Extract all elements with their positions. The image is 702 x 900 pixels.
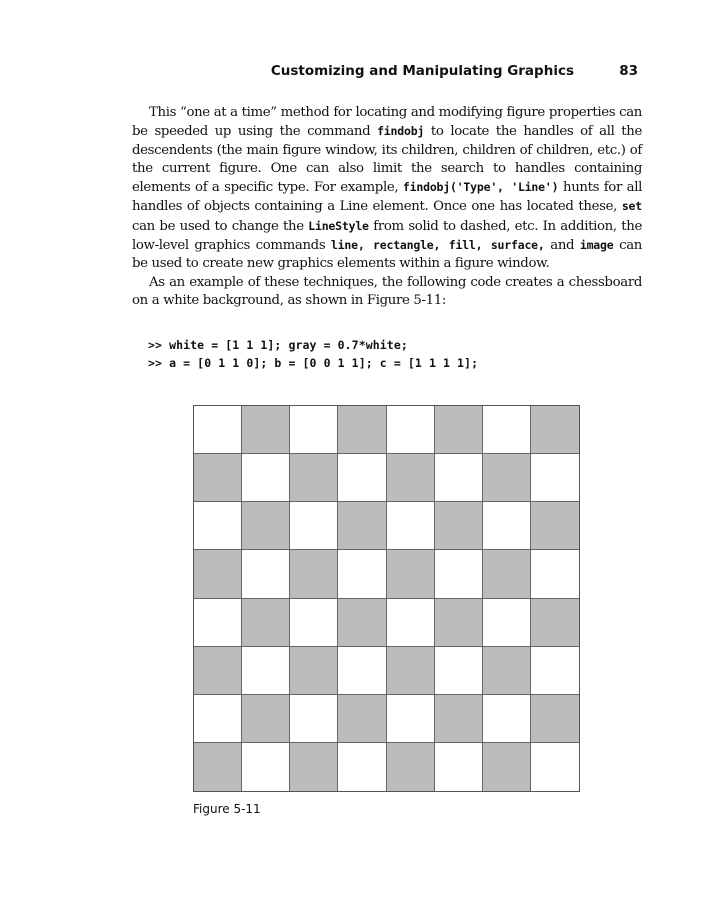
gray-square: [531, 599, 579, 647]
white-square: [435, 454, 483, 502]
white-square: [387, 599, 435, 647]
gray-square: [483, 454, 531, 502]
text-run: can be used to create new graphics elements within a figure window.: [132, 238, 642, 272]
gray-square: [531, 695, 579, 743]
figure-caption: Figure 5-11: [193, 802, 261, 816]
white-square: [194, 406, 242, 454]
white-square: [194, 695, 242, 743]
white-square: [194, 599, 242, 647]
gray-square: [387, 647, 435, 695]
gray-square: [483, 647, 531, 695]
white-square: [290, 599, 338, 647]
gray-square: [290, 647, 338, 695]
white-square: [387, 406, 435, 454]
code-findobj: findobj: [377, 124, 425, 139]
gray-square: [194, 550, 242, 598]
paragraph-2: As an example of these techniques, the following code creates a chessboard on a white background, as shown in Figure 5-11:: [132, 274, 642, 308]
gray-square: [387, 454, 435, 502]
white-square: [338, 550, 386, 598]
white-square: [338, 647, 386, 695]
white-square: [531, 550, 579, 598]
white-square: [387, 695, 435, 743]
white-square: [290, 502, 338, 550]
white-square: [435, 647, 483, 695]
gray-square: [531, 406, 579, 454]
white-square: [242, 550, 290, 598]
white-square: [483, 695, 531, 743]
code-image: image: [579, 238, 614, 253]
code-set: set: [621, 199, 642, 214]
white-square: [483, 599, 531, 647]
text-run: can be used to change the: [132, 218, 309, 234]
gray-square: [338, 695, 386, 743]
gray-square: [194, 743, 242, 791]
white-square: [531, 647, 579, 695]
white-square: [531, 454, 579, 502]
text-run: This “one at a time” method for locating and modifying figure properties can be speeded up using the command: [132, 105, 642, 140]
gray-square: [483, 743, 531, 791]
white-square: [194, 502, 242, 550]
white-square: [435, 743, 483, 791]
white-square: [338, 454, 386, 502]
code-line-1: >> white = [1 1 1]; gray = 0.7*white;: [148, 338, 408, 352]
text-run: to locate the handles of all the descendents (the main figure window, its children, children of children, etc.) of the current figure. One can also limit the search to handles containing elements of a specific type. For example,: [132, 124, 643, 196]
gray-square: [531, 502, 579, 550]
white-square: [387, 502, 435, 550]
gray-square: [338, 599, 386, 647]
paragraph-1: [132, 104, 642, 274]
running-header-title: Customizing and Manipulating Graphics: [270, 63, 574, 79]
gray-square: [435, 695, 483, 743]
white-square: [435, 550, 483, 598]
code-linestyle: LineStyle: [308, 218, 369, 233]
gray-square: [338, 406, 386, 454]
gray-square: [290, 743, 338, 791]
code-block: [148, 336, 478, 372]
gray-square: [242, 502, 290, 550]
white-square: [242, 647, 290, 695]
gray-square: [387, 743, 435, 791]
gray-square: [435, 406, 483, 454]
gray-square: [435, 599, 483, 647]
page-number: 83: [619, 63, 638, 79]
code-graphics-commands: line, rectangle, fill, surface,: [330, 238, 545, 253]
white-square: [531, 743, 579, 791]
text-run: from solid to dashed, etc. In addition, the low-level graphics commands: [132, 218, 642, 254]
white-square: [242, 743, 290, 791]
gray-square: [242, 695, 290, 743]
white-square: [242, 454, 290, 502]
text-run: hunts for all handles of objects containing a Line element. Once one has located these,: [132, 180, 642, 215]
white-square: [338, 743, 386, 791]
gray-square: [242, 406, 290, 454]
gray-square: [338, 502, 386, 550]
code-line-2: >> a = [0 1 1 0]; b = [0 0 1 1]; c = [1 1 1 1];: [148, 356, 479, 370]
white-square: [290, 695, 338, 743]
body-text: [132, 104, 642, 310]
gray-square: [387, 550, 435, 598]
white-square: [290, 406, 338, 454]
white-square: [483, 502, 531, 550]
gray-square: [194, 647, 242, 695]
gray-square: [483, 550, 531, 598]
text-run: and: [544, 238, 580, 254]
gray-square: [242, 599, 290, 647]
gray-square: [290, 454, 338, 502]
gray-square: [290, 550, 338, 598]
chessboard-figure: [193, 405, 580, 792]
code-findobj-type-line: findobj('Type', 'Line'): [402, 180, 559, 195]
white-square: [483, 406, 531, 454]
gray-square: [435, 502, 483, 550]
gray-square: [194, 454, 242, 502]
